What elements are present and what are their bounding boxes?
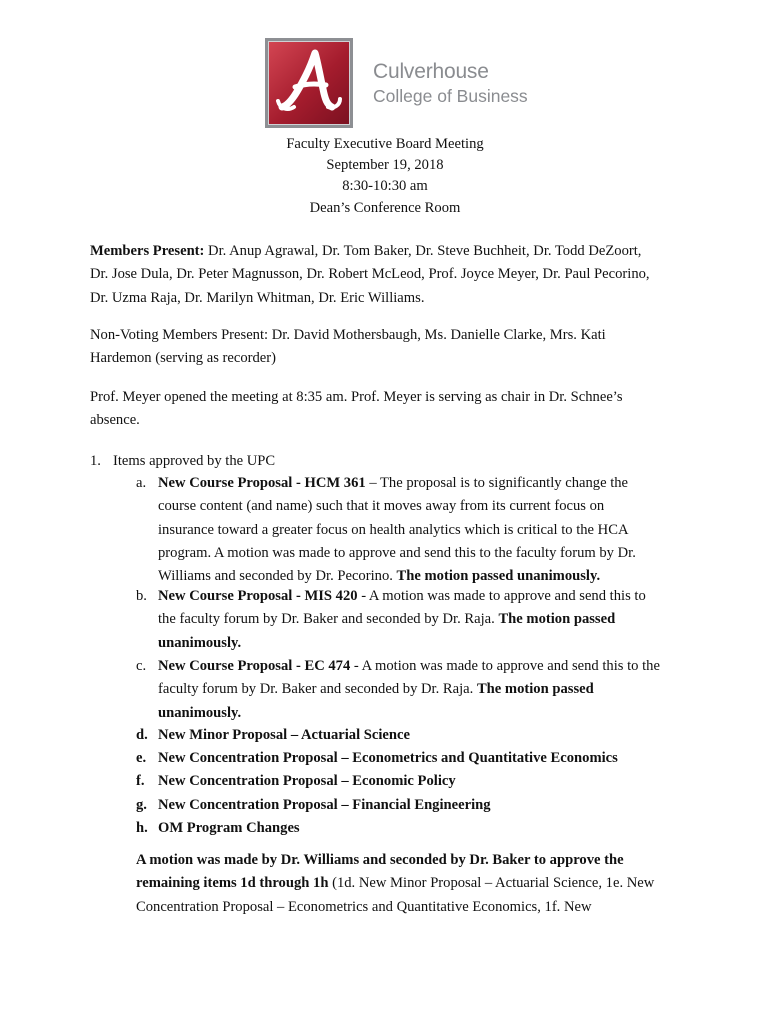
sub-item-label: e.: [136, 750, 147, 766]
sub-item-text: course content (and name) such that it moves away from its current focus on: [158, 498, 605, 515]
nonvoting-line: Non-Voting Members Present: Dr. David Mothersbaugh, Ms. Danielle Clarke, Mrs. Kati: [90, 327, 606, 343]
final-motion-text: Concentration Proposal – Econometrics and Quantitative Economics, 1f. New: [136, 898, 592, 915]
final-motion-paragraph: [136, 849, 696, 919]
sub-item-title: New Concentration Proposal – Econometrics and Quantitative Economics: [158, 750, 618, 766]
motion-result: unanimously.: [158, 634, 242, 651]
sub-item-label: d.: [136, 727, 148, 743]
sub-item-label: c.: [136, 658, 147, 674]
motion-result: unanimously.: [158, 704, 242, 721]
sub-item-title: New Concentration Proposal – Financial Engineering: [158, 797, 491, 813]
opening-line: Prof. Meyer opened the meeting at 8:35 am. Prof. Meyer is serving as chair in Dr. Schnee’s: [90, 389, 623, 405]
sub-item-title: New Course Proposal - EC 474: [158, 658, 351, 674]
item-title: Items approved by the UPC: [113, 453, 276, 469]
motion-result: The motion passed: [498, 611, 616, 628]
final-motion-text: remaining items 1d through 1h: [136, 875, 329, 892]
sub-item-label: h.: [136, 820, 148, 836]
sub-item-title: New Minor Proposal – Actuarial Science: [158, 727, 410, 743]
final-motion-text: A motion was made by Dr. Williams and seconded by Dr. Baker to approve the: [136, 852, 624, 868]
motion-result: The motion passed: [476, 681, 594, 698]
sub-item-text: - A motion was made to approve and send this to the: [350, 658, 660, 674]
college-subtitle: College of Business: [373, 86, 528, 106]
opening-paragraph: [90, 386, 690, 433]
sub-item-label: b.: [136, 588, 147, 604]
sub-item-label: a.: [136, 475, 147, 491]
members-line: Dr. Uzma Raja, Dr. Marilyn Whitman, Dr. Eric Williams.: [90, 289, 425, 306]
sub-item-text: the faculty forum by Dr. Baker and seconded by Dr. Raja.: [158, 611, 499, 628]
sub-item-text: program. A motion was made to approve and send this to the faculty forum by Dr.: [158, 544, 636, 561]
meeting-time: 8:30-10:30 am: [342, 178, 428, 195]
final-motion-text: (1d. New Minor Proposal – Actuarial Science, 1e. New: [328, 875, 655, 892]
meeting-title: Faculty Executive Board Meeting: [286, 136, 484, 152]
college-logo: [265, 38, 535, 130]
members-line: Dr. Anup Agrawal, Dr. Tom Baker, Dr. Steve Buchheit, Dr. Todd DeZoort,: [204, 243, 642, 259]
sub-item-label: g.: [136, 797, 147, 813]
sub-item-title: New Concentration Proposal – Economic Policy: [158, 773, 456, 789]
sub-item-label: f.: [136, 773, 145, 789]
members-line: Dr. Jose Dula, Dr. Peter Magnusson, Dr. Robert McLeod, Prof. Joyce Meyer, Dr. Paul Pecorino,: [90, 266, 650, 283]
college-name: Culverhouse: [373, 60, 489, 83]
sub-item-text: Williams and seconded by Dr. Pecorino.: [158, 568, 397, 585]
meeting-location: Dean’s Conference Room: [309, 199, 461, 216]
sub-item-text: faculty forum by Dr. Baker and seconded by Dr. Raja.: [158, 681, 477, 698]
meeting-header: [90, 134, 680, 219]
meeting-date: September 19, 2018: [326, 157, 444, 174]
nonvoting-members: [90, 324, 690, 371]
sub-item-title: New Course Proposal - MIS 420: [158, 588, 358, 604]
members-label: Members Present:: [90, 243, 205, 259]
nonvoting-line: Hardemon (serving as recorder): [90, 350, 276, 367]
sub-item-text: insurance toward a greater focus on health analytics which is critical to the HCA: [158, 521, 629, 538]
opening-line: absence.: [90, 412, 140, 429]
sub-item-text: - A motion was made to approve and send this to: [357, 588, 646, 604]
item-number: 1.: [90, 453, 101, 469]
sub-item-title: New Course Proposal - HCM 361: [158, 475, 366, 491]
motion-result: The motion passed unanimously.: [396, 568, 601, 585]
sub-item-text: – The proposal is to significantly change the: [365, 475, 629, 491]
agenda-item-1: [90, 450, 690, 473]
members-present: [90, 240, 690, 310]
alabama-script-a-icon: [265, 38, 353, 128]
sub-item-title: OM Program Changes: [158, 820, 300, 836]
